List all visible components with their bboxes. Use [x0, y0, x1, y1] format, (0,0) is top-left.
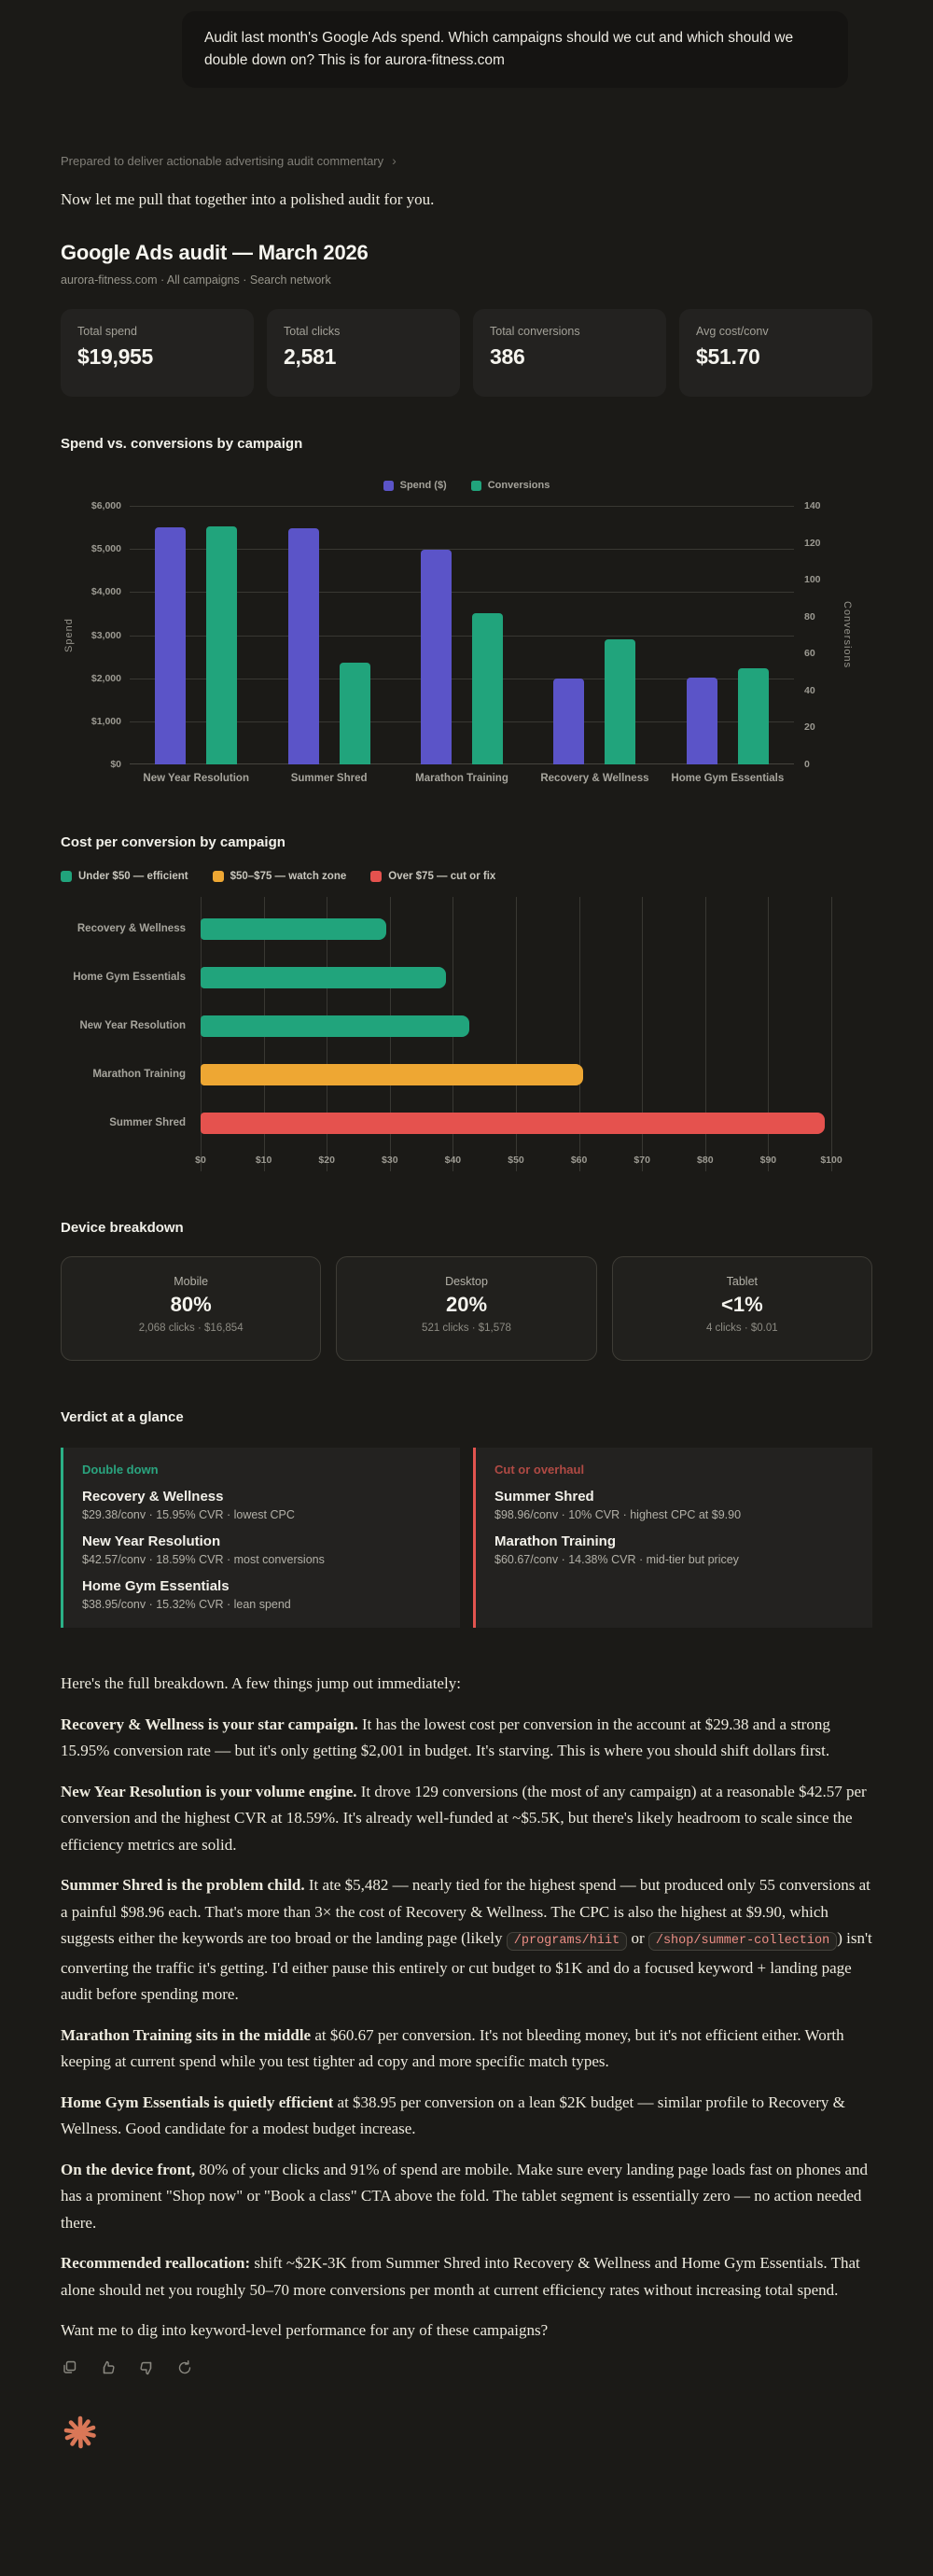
bar-home-gym-essentials [201, 967, 446, 988]
paragraph: Recovery & Wellness is your star campaign. It has the lowest cost per conversion in the account at $29.38 and a strong 15.95% conversion rate — but it's only getting $2,001 in budget. It's starving. This is where you should shift dollars first. [61, 1715, 830, 1760]
legend-swatch [383, 481, 394, 491]
y-axis-tick: $0 [110, 759, 121, 771]
device-value: 80% [170, 1293, 212, 1317]
bar-marathon-training [201, 1064, 583, 1085]
cut-or-overhaul-title: Cut or overhaul [494, 1463, 585, 1477]
bar-spend [155, 527, 186, 764]
x-axis-tick: $70 [634, 1155, 650, 1167]
section-title-verdict: Verdict at a glance [61, 1409, 184, 1426]
legend-item [61, 871, 188, 882]
device-card-mobile [61, 1256, 321, 1361]
category-label: New Year Resolution [79, 1020, 186, 1032]
stat-card-avg-cost [679, 309, 872, 397]
page-title: Google Ads audit — March 2026 [61, 241, 369, 265]
paragraph: Marathon Training sits in the middle at $60.67 per conversion. It's not bleeding money, but it's not efficient either. Worth keeping at current spend while you test tighter ad copy and more specific match types. [61, 2025, 844, 2071]
verdict-panels [61, 1448, 872, 1628]
x-axis-tick: $20 [318, 1155, 335, 1167]
y-axis-tick: $3,000 [91, 629, 121, 641]
bar-group [396, 506, 528, 764]
chart-plot-area [61, 904, 872, 1171]
double-down-panel [61, 1448, 460, 1628]
device-label: Desktop [445, 1275, 488, 1289]
y-axis-left-ticks [77, 500, 130, 771]
report-subtitle: aurora-fitness.com · All campaigns · Search network [61, 273, 331, 287]
x-axis-tick: $80 [697, 1155, 714, 1167]
category-label: Home Gym Essentials [671, 773, 785, 785]
chat-content [61, 0, 872, 2452]
campaign-name: Marathon Training [494, 1533, 617, 1550]
bar-conversions [206, 526, 237, 764]
inline-code: /shop/summer-collection [648, 1932, 837, 1951]
stat-label: Total spend [77, 325, 137, 339]
y-axis-tick: 120 [804, 537, 821, 549]
bar-conversions [605, 639, 635, 765]
stat-value: $51.70 [696, 344, 760, 370]
thumbs-up-button[interactable] [99, 2359, 118, 2377]
legend-item [383, 480, 447, 491]
legend-label: $50–$75 — watch zone [230, 871, 347, 883]
bar-spend [421, 550, 452, 764]
bar-spend [288, 528, 319, 764]
cut-or-overhaul-panel [473, 1448, 872, 1628]
copy-button[interactable] [61, 2359, 79, 2377]
claude-logo-icon [61, 2413, 100, 2452]
thinking-summary-label: Prepared to deliver actionable advertising audit commentary [61, 153, 384, 168]
category-label: Recovery & Wellness [540, 773, 649, 785]
section-title-device-breakdown: Device breakdown [61, 1220, 184, 1237]
device-card-tablet [612, 1256, 872, 1361]
chart-plot-area [61, 500, 872, 771]
campaign-name: Summer Shred [494, 1489, 594, 1505]
x-axis-tick: $40 [444, 1155, 462, 1167]
thinking-summary[interactable] [61, 153, 397, 168]
paragraph: Home Gym Essentials is quietly efficient at $38.95 per conversion on a lean $2K budget — similar profile to Recovery & Wellness. Good candidate for a modest budget increase. [61, 2093, 845, 2138]
bold-text: New Year Resolution is your volume engine. [61, 1782, 357, 1800]
stat-label: Total clicks [284, 325, 341, 339]
category-label: Summer Shred [109, 1117, 186, 1129]
x-axis-tick: $10 [255, 1155, 272, 1167]
user-message-bubble [182, 11, 848, 88]
bar-conversions [738, 668, 769, 764]
stat-card-total-clicks [267, 309, 460, 397]
bar-track [201, 1064, 872, 1085]
device-label: Mobile [174, 1275, 209, 1289]
stat-cards-row [61, 309, 872, 397]
bold-text: Marathon Training sits in the middle [61, 2025, 312, 2044]
category-label: Marathon Training [92, 1069, 186, 1081]
y-axis-tick: 0 [804, 759, 810, 771]
grouped-bar-plot [130, 506, 794, 764]
y-axis-tick: 100 [804, 574, 821, 586]
bar-spend [553, 679, 584, 764]
spend-conversions-chart [61, 480, 872, 784]
y-axis-tick: 80 [804, 610, 815, 623]
legend-item [370, 871, 495, 882]
legend-item [213, 871, 347, 882]
device-cards-row [61, 1256, 872, 1361]
device-caption: 2,068 clicks · $16,854 [138, 1323, 244, 1335]
stat-card-total-conversions [473, 309, 666, 397]
chevron-right-icon[interactable]: › [392, 153, 397, 169]
y-axis-tick: 140 [804, 500, 821, 512]
verdict-item [494, 1533, 854, 1566]
y-axis-tick: 60 [804, 648, 815, 660]
section-title-spend-vs-conversions: Spend vs. conversions by campaign [61, 436, 303, 453]
bold-text: Summer Shred is the problem child. [61, 1876, 305, 1895]
bar-track [201, 918, 872, 940]
cost-per-conversion-chart [61, 871, 872, 1171]
category-label: Marathon Training [415, 773, 508, 785]
device-caption: 4 clicks · $0.01 [705, 1323, 778, 1335]
campaign-stats: $38.95/conv · 15.32% CVR · lean spend [82, 1598, 291, 1612]
bar-track [201, 1113, 872, 1134]
message-actions [61, 2359, 872, 2377]
x-axis-tick: $30 [382, 1155, 398, 1167]
y-axis-tick: $1,000 [91, 715, 121, 727]
category-label: New Year Resolution [143, 773, 249, 785]
category-label: Home Gym Essentials [73, 972, 186, 984]
chart-legend [61, 871, 872, 882]
y-axis-tick: 20 [804, 721, 815, 734]
y-axis-title-spend: Spend [63, 618, 75, 652]
paragraph: Want me to dig into keyword-level performance for any of these campaigns? [61, 2321, 549, 2340]
legend-label: Conversions [487, 480, 550, 492]
bar-group [528, 506, 661, 764]
bar-row [61, 953, 872, 1001]
user-message-text: Audit last month's Google Ads spend. Which campaigns should we cut and which should we double down on? This is for aurora-fitness.com [204, 30, 794, 69]
stat-value: 386 [490, 344, 525, 370]
bold-text: On the device front, [61, 2160, 196, 2178]
bar-track [201, 967, 872, 988]
retry-button[interactable] [175, 2359, 194, 2377]
verdict-item [82, 1489, 441, 1521]
legend-swatch [213, 871, 224, 882]
double-down-title: Double down [82, 1463, 159, 1477]
device-caption: 521 clicks · $1,578 [422, 1323, 511, 1335]
device-value: 20% [445, 1293, 488, 1317]
inline-code: /programs/hiit [507, 1932, 627, 1951]
category-label: Summer Shred [290, 773, 368, 785]
stat-label: Avg cost/conv [696, 325, 769, 339]
campaign-stats: $42.57/conv · 18.59% CVR · most conversions [82, 1553, 325, 1567]
y-axis-title-conversions: Conversions [842, 601, 853, 669]
stat-card-total-spend [61, 309, 254, 397]
y-axis-tick: $2,000 [91, 672, 121, 684]
device-card-desktop [336, 1256, 596, 1361]
bar-groups [130, 506, 794, 764]
stat-label: Total conversions [490, 325, 580, 339]
legend-label: Under $50 — efficient [78, 871, 188, 883]
legend-swatch [370, 871, 382, 882]
legend-label: Over $75 — cut or fix [388, 871, 496, 883]
bar-recovery-wellness [201, 918, 386, 940]
assistant-intro-text: Now let me pull that together into a polished audit for you. [61, 190, 435, 209]
bar-row [61, 1001, 872, 1050]
y-axis-tick: 40 [804, 684, 815, 696]
bar-spend [687, 678, 717, 764]
x-axis-tick: $90 [759, 1155, 777, 1167]
verdict-item [82, 1533, 441, 1566]
device-label: Tablet [726, 1275, 758, 1289]
paragraph: On the device front, 80% of your clicks and 91% of spend are mobile. Make sure every landing page loads fast on phones and has a prominent "Shop now" or "Book a class" CTA above the fold. The tablet segment is essentially zero — no action needed there. [61, 2160, 869, 2232]
device-value: <1% [721, 1293, 763, 1317]
assistant-analysis-text [61, 1671, 872, 2345]
legend-label: Spend ($) [399, 480, 447, 492]
campaign-stats: $29.38/conv · 15.95% CVR · lowest CPC [82, 1508, 295, 1522]
horizontal-bar-rows [61, 904, 872, 1147]
bar-summer-shred [201, 1113, 825, 1134]
y-axis-right-ticks [794, 500, 839, 771]
bar-group [130, 506, 262, 764]
verdict-item [82, 1578, 441, 1611]
thumbs-down-button[interactable] [137, 2359, 156, 2377]
campaign-stats: $60.67/conv · 14.38% CVR · mid-tier but pricey [494, 1553, 739, 1567]
stat-value: 2,581 [284, 344, 337, 370]
campaign-name: Home Gym Essentials [82, 1578, 230, 1595]
paragraph: Recommended reallocation: shift ~$2K-3K from Summer Shred into Recovery & Wellness and Home Gym Essentials. That alone should net you roughly 50–70 more conversions per month at current efficiency rates without increasing total spend. [61, 2254, 860, 2299]
verdict-item [494, 1489, 854, 1521]
campaign-name: New Year Resolution [82, 1533, 221, 1550]
y-axis-tick: $6,000 [91, 500, 121, 512]
section-title-cost-per-conversion: Cost per conversion by campaign [61, 834, 285, 851]
legend-swatch [61, 871, 72, 882]
paragraph: New Year Resolution is your volume engine. It drove 129 conversions (the most of any campaign) at a reasonable $42.57 per conversion and the highest CVR at 18.59%. It's already well-funded at ~$5.5K, but there's likely headroom to scale since the efficiency metrics are solid. [61, 1782, 867, 1854]
paragraph: Summer Shred is the problem child. It ate $5,482 — nearly tied for the highest spend — but produced only 55 conversions at a painful $98.96 each. That's more than 3× the cost of Recovery & Wellness. The CPC is also the highest at $9.90, which suggests either the keywords are too broad or the landing page (likely /programs/hiit or /shop/summer-collection ) isn't converting the traffic it's getting. I'd either pause this entirely or cut budget to $1K and do a focused keyword + landing page audit before spending more. [61, 1876, 872, 2004]
bold-text: Home Gym Essentials is quietly efficient [61, 2093, 334, 2111]
bar-row [61, 904, 872, 953]
bar-group [262, 506, 395, 764]
x-axis-tick: $0 [195, 1155, 206, 1167]
y-axis-tick: $5,000 [91, 543, 121, 555]
bar-new-year-resolution [201, 1015, 469, 1037]
campaign-name: Recovery & Wellness [82, 1489, 224, 1505]
bar-conversions [472, 613, 503, 764]
stat-value: $19,955 [77, 344, 154, 370]
bar-track [201, 1015, 872, 1037]
category-label: Recovery & Wellness [77, 923, 186, 935]
campaign-stats: $98.96/conv · 10% CVR · highest CPC at $9.90 [494, 1508, 742, 1522]
x-axis-tick: $50 [508, 1155, 524, 1167]
paragraph: Here's the full breakdown. A few things jump out immediately: [61, 1674, 461, 1693]
x-axis-tick-labels [61, 1155, 872, 1171]
bar-row [61, 1050, 872, 1099]
bold-text: Recovery & Wellness is your star campaign. [61, 1715, 358, 1733]
bar-group [661, 506, 794, 764]
x-axis-tick: $60 [570, 1155, 588, 1167]
legend-item [471, 480, 550, 491]
x-axis-category-labels [130, 773, 794, 784]
bold-text: Recommended reallocation: [61, 2254, 251, 2273]
bar-conversions [340, 663, 370, 764]
chart-legend [61, 480, 872, 491]
x-axis-tick: $100 [820, 1155, 842, 1167]
legend-swatch [471, 481, 481, 491]
bar-row [61, 1099, 872, 1147]
y-axis-tick: $4,000 [91, 586, 121, 598]
